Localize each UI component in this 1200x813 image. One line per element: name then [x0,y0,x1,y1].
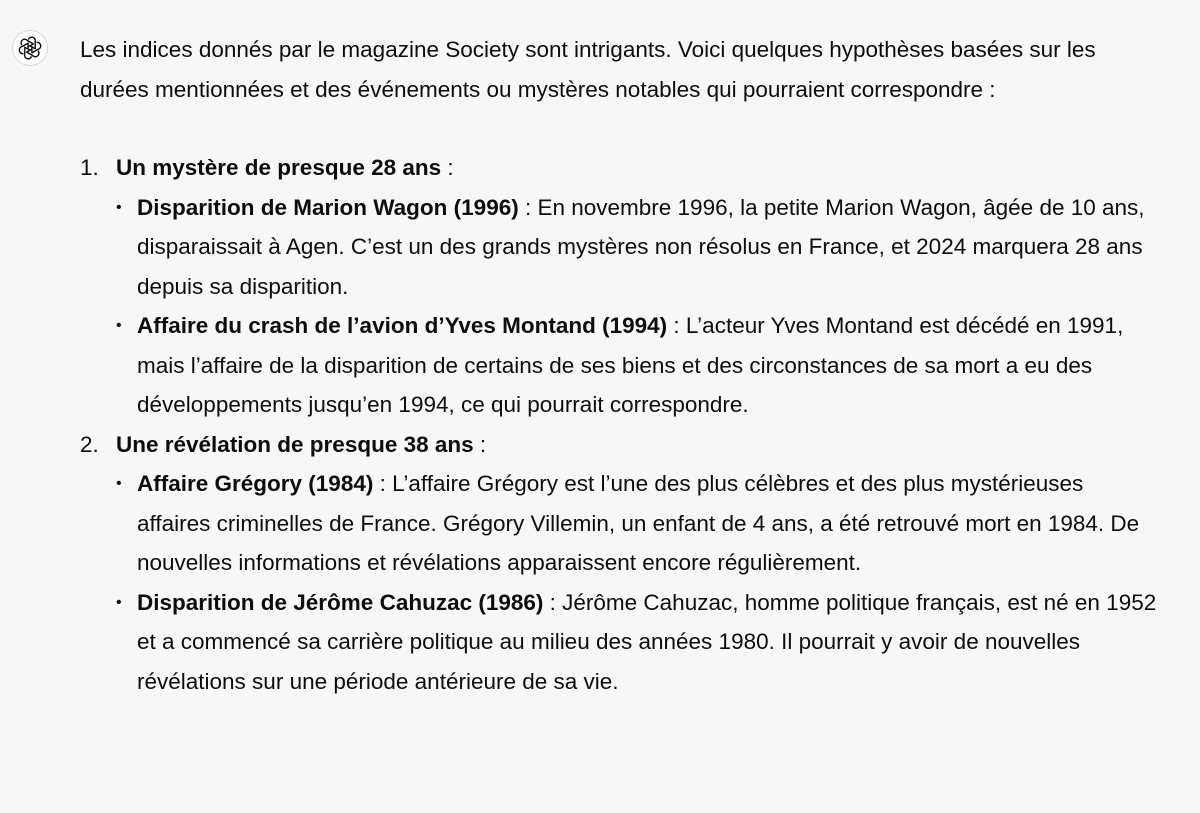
section-title: Un mystère de presque 28 ans [116,155,442,180]
bullet-icon: • [116,198,122,216]
list-item-section-1 [80,148,1160,425]
item-text: : En novembre 1996, la petite Marion Wagon, âgée de 10 ans, disparaissait à Agen. C’est un des grands mystères non résolus en France, et 2024 marquera 28 ans depuis sa disparition. [137,194,1145,299]
item-title: Affaire Grégory (1984) [137,471,374,496]
section-number: 2. [80,431,99,457]
section-sub-list [116,188,1160,425]
section-sub-list [116,464,1160,701]
bullet-icon: • [116,317,122,334]
openai-logo-icon [18,36,42,60]
bullet-icon: • [116,593,122,611]
message-intro: Les indices donnés par le magazine Society sont intrigants. Voici quelques hypothèses basées sur les durées mentionnées et des événements ou mystères notables qui pourraient correspondre : [80,37,1096,102]
hypotheses-list [80,148,1160,701]
item-title: Affaire du crash de l’avion d’Yves Montand (1994) [137,313,668,338]
section-title: Une révélation de presque 38 ans [116,431,474,457]
item-text: : Jérôme Cahuzac, homme politique français, est né en 1952 et a commencé sa carrière politique au milieu des années 1980. Il pourrait y avoir de nouvelles révélations sur une période antérieure de sa vie. [137,589,1157,694]
item-title: Disparition de Jérôme Cahuzac (1986) [137,589,544,615]
item-title: Disparition de Marion Wagon (1996) [137,194,519,220]
list-item-section-2 [80,425,1160,702]
assistant-avatar [12,30,48,66]
bullet-icon: • [116,475,122,492]
list-item [116,306,1160,425]
section-number: 1. [80,155,99,180]
item-text: : L’acteur Yves Montand est décédé en 1991, mais l’affaire de la disparition de certains de ses biens et des circonstances de sa mort a eu des développements jusqu’en 1994, ce qui pourrait correspondre. [137,313,1124,417]
item-text: : L’affaire Grégory est l’une des plus célèbres et des plus mystérieuses affaires criminelles de France. Grégory Villemin, un enfant de 4 ans, a été retrouvé mort en 1984. De nouvelles informations et révélations apparaissent encore régulièrement. [137,471,1140,575]
section-suffix: : [441,155,454,180]
list-item [116,464,1160,583]
message-content [80,30,1160,701]
list-item [116,583,1160,702]
section-suffix: : [473,431,487,457]
list-item [116,188,1160,307]
